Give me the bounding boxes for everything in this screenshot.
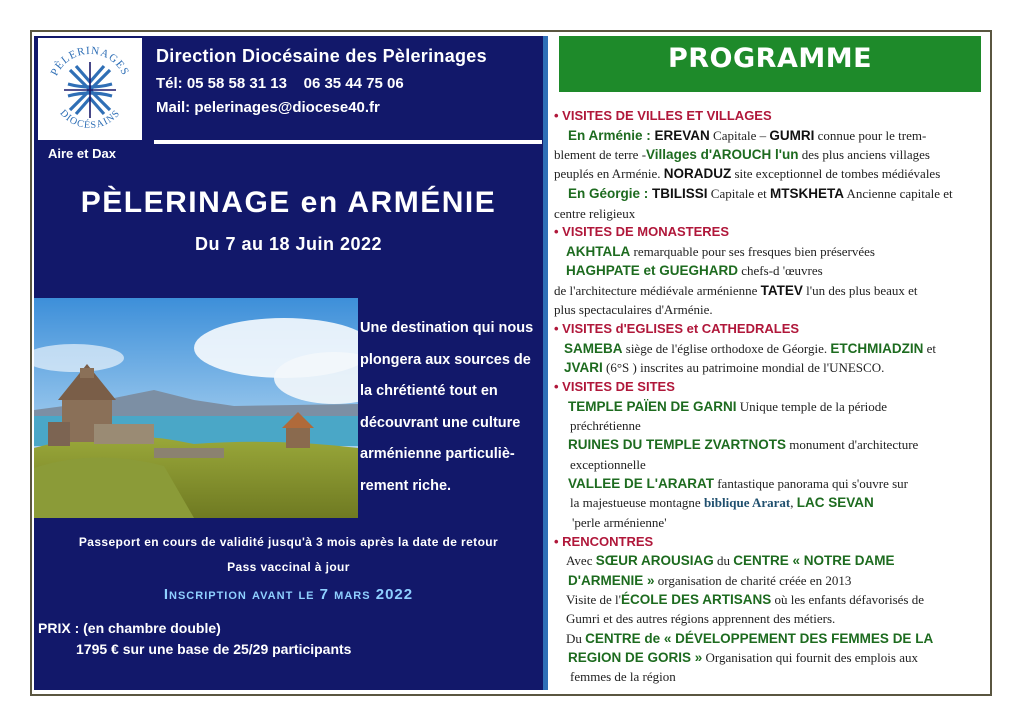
inscription-deadline: Inscription avant le 7 mars 2022: [163, 586, 414, 603]
programme-line: Avec SŒUR AROUSIAG du CENTRE « NOTRE DAME: [566, 553, 895, 568]
section-villes: • VISITES DE VILLES ET VILLAGES: [554, 108, 772, 123]
section-rencontres: • RENCONTRES: [554, 534, 654, 549]
section-eglises: • VISITES d'EGLISES et CATHEDRALES: [554, 321, 800, 336]
section-sites: • VISITES DE SITES: [554, 379, 675, 394]
programme-line: RUINES DU TEMPLE ZVARTNOTS monument d'architecture: [568, 437, 919, 452]
desc-line: Une destination qui nous: [360, 320, 534, 336]
programme-line: centre religieux: [554, 206, 636, 221]
region-label: Aire et Dax: [48, 146, 116, 161]
contact-header: [156, 46, 536, 116]
programme-line: la majestueuse montagne biblique Ararat, LAC SEVAN: [570, 495, 874, 510]
programme-line: D'ARMENIE » organisation de charité créée en 2013: [568, 573, 852, 588]
direction-title: Direction Diocésaine des Pèlerinages: [156, 46, 487, 66]
section-monasteres: • VISITES DE MONASTERES: [554, 224, 730, 239]
desc-line: plongera aux sources de: [360, 351, 531, 368]
programme-line: VALLEE DE L'ARARAT fantastique panorama qui s'ouvre sur: [568, 476, 909, 491]
programme-line: Visite de l'ÉCOLE DES ARTISANS où les enfants défavorisés de: [566, 592, 924, 607]
programme-line: préchrétienne: [570, 418, 641, 433]
pilgrimage-cross-icon: [38, 38, 142, 140]
mail-line: Mail: pelerinages@diocese40.fr: [156, 99, 380, 116]
passport-note: Passeport en cours de validité jusqu'à 3 mois après la date de retour: [78, 535, 499, 549]
programme-line: TEMPLE PAÏEN DE GARNI Unique temple de la période: [568, 399, 888, 414]
trip-dates: Du 7 au 18 Juin 2022: [194, 234, 383, 254]
price-label: PRIX : (en chambre double): [38, 620, 221, 636]
column-divider: [543, 36, 548, 690]
header-divider: [154, 140, 542, 144]
trip-description: [360, 313, 540, 502]
desc-line: découvrant une culture: [360, 414, 521, 431]
left-panel: [34, 36, 543, 690]
programme-line: REGION DE GORIS » Organisation qui fournit des emplois aux: [568, 650, 918, 665]
programme-line: Du CENTRE de « DÉVELOPPEMENT DES FEMMES DE LA: [566, 631, 934, 646]
programme-line: peuplés en Arménie. NORADUZ site exceptionnel de tombes médiévales: [554, 166, 941, 181]
programme-line: exceptionnelle: [570, 457, 646, 472]
programme-line: En Arménie : EREVAN Capitale – GUMRI connue pour le trem-: [568, 128, 927, 143]
programme-line: SAMEBA siège de l'église orthodoxe de Géorgie. ETCHMIADZIN et: [564, 341, 937, 356]
price-detail: 1795 € sur une base de 25/29 participants: [76, 641, 352, 657]
desc-line: arménienne particuliè-: [360, 446, 515, 462]
programme-line: JVARI (6°S ) inscrites au patrimoine mondial de l'UNESCO.: [564, 360, 885, 375]
programme-line: plus spectaculaires d'Arménie.: [554, 302, 713, 317]
programme-line: 'perle arménienne': [572, 515, 667, 530]
programme-line: blement de terre -Villages d'AROUCH l'un des plus anciens villages: [554, 147, 930, 162]
vaccine-note: Pass vaccinal à jour: [227, 560, 350, 574]
programme-header: PROGRAMME: [559, 36, 981, 92]
logo-text-top: PÈLERINAGES: [48, 44, 132, 78]
programme-line: de l'architecture médiévale arménienne TATEV l'un des plus beaux et: [554, 283, 918, 298]
desc-line: la chrétienté tout en: [360, 383, 498, 399]
programme-line: HAGHPATE et GUEGHARD chefs-d 'œuvres: [566, 263, 823, 278]
programme-line: AKHTALA remarquable pour ses fresques bien préservées: [566, 244, 875, 259]
armenia-photo: [34, 298, 358, 518]
programme-line: Gumri et des autres régions apprennent des métiers.: [566, 611, 836, 626]
trip-title: PÈLERINAGE en ARMÉNIE: [80, 186, 497, 219]
programme-line: femmes de la région: [570, 669, 676, 684]
phone-line: Tél: 05 58 58 31 13 06 35 44 75 06: [156, 75, 404, 92]
programme-line: En Géorgie : TBILISSI Capitale et MTSKHETA Ancienne capitale et: [568, 186, 953, 201]
desc-line: rement riche.: [360, 477, 452, 494]
monastery-photo-icon: [34, 298, 358, 518]
logo-text-bottom: DIOCÉSAINS: [57, 107, 123, 132]
diocese-logo: [38, 38, 142, 140]
